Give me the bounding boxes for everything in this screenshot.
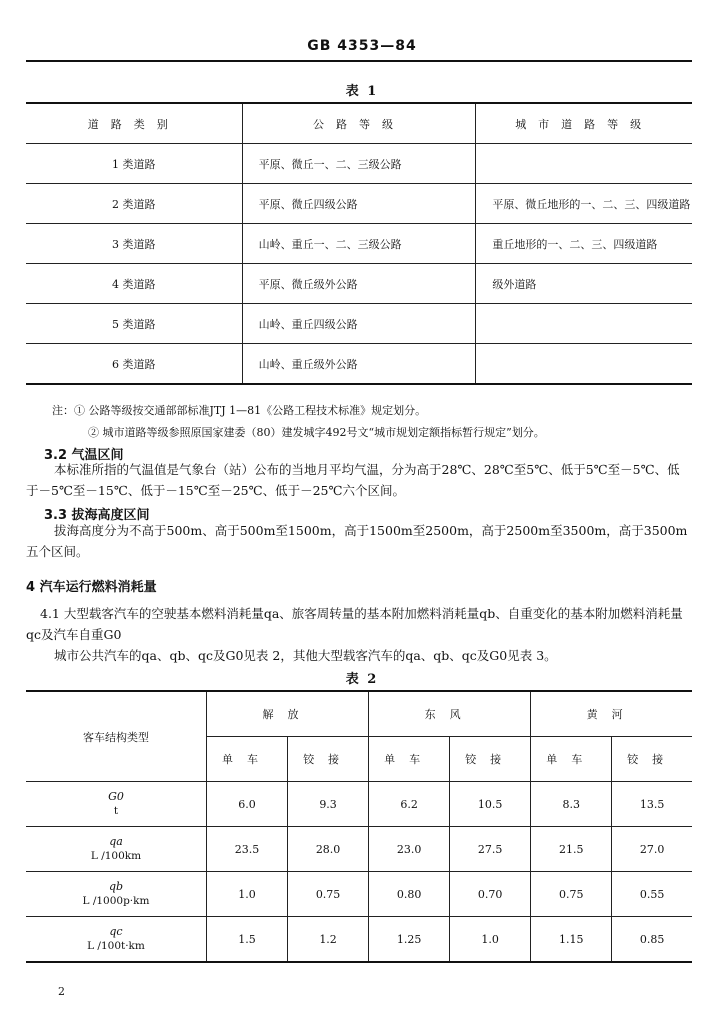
- table1-note-2: ② 城市道路等级参照原国家建委（80）建发城字492号文“城市规划定额指标暂行规定”划分。: [88, 426, 545, 439]
- corner-header: 客车结构类型: [26, 691, 207, 782]
- table-row: [26, 304, 692, 344]
- table-cell: [476, 344, 692, 385]
- row-symbol: G0: [108, 790, 124, 803]
- subheader: 铰接: [612, 737, 692, 782]
- subheader: 单车: [207, 737, 288, 782]
- table-cell: 23.0: [369, 827, 450, 872]
- table-cell: 13.5: [612, 782, 692, 827]
- table-cell: 3 类道路: [26, 224, 242, 264]
- table-cell: 1.25: [369, 917, 450, 963]
- table-cell: 1.15: [531, 917, 612, 963]
- table-row: [26, 782, 692, 827]
- column-header: 道路类别: [26, 104, 242, 144]
- table-cell: 0.75: [531, 872, 612, 917]
- table-cell: [476, 144, 692, 184]
- road-category-table: [26, 104, 692, 385]
- table-row: [26, 224, 692, 264]
- section-4-1-text-2: 城市公共汽车的qa、qb、qc及G0见表 2，其他大型载客汽车的qa、qb、qc及G0见表 3。: [54, 648, 557, 663]
- table-cell: 0.70: [450, 872, 531, 917]
- subheader: 铰接: [288, 737, 369, 782]
- table-cell: 9.3: [288, 782, 369, 827]
- table-row: [26, 872, 692, 917]
- row-unit: t: [113, 805, 119, 817]
- table-cell: 山岭、重丘级外公路: [242, 344, 476, 385]
- subheader: 铰接: [450, 737, 531, 782]
- table-cell: [476, 304, 692, 344]
- row-label: [26, 872, 207, 917]
- row-unit: L /100t·km: [87, 940, 145, 952]
- row-unit: L /100km: [90, 850, 142, 862]
- brand-header: 解放: [207, 691, 369, 737]
- table-cell: 0.75: [288, 872, 369, 917]
- table-cell: 23.5: [207, 827, 288, 872]
- table-row: [26, 144, 692, 184]
- table-cell: 重丘地形的一、二、三、四级道路: [476, 224, 692, 264]
- table-cell: 21.5: [531, 827, 612, 872]
- table-cell: 山岭、重丘一、二、三级公路: [242, 224, 476, 264]
- table-header-row: [26, 104, 692, 144]
- row-symbol: qc: [109, 925, 123, 938]
- table1-caption: 表 1: [345, 84, 379, 99]
- table-cell: 0.55: [612, 872, 692, 917]
- table-cell: 0.85: [612, 917, 692, 963]
- row-label: [26, 782, 207, 827]
- table-cell: 1.0: [450, 917, 531, 963]
- table-cell: 1.5: [207, 917, 288, 963]
- table-cell: 山岭、重丘四级公路: [242, 304, 476, 344]
- row-label: [26, 827, 207, 872]
- section-3-2-heading: 3.2 气温区间: [44, 448, 124, 463]
- section-3-3-text: 拔海高度分为不高于500m、高于500m至1500m，高于1500m至2500m，高于2500m至3500m，高于3500m五个区间。: [26, 523, 688, 559]
- table-header-row: [26, 691, 692, 737]
- brand-header: 东风: [369, 691, 531, 737]
- standard-code: GB 4353—84: [307, 38, 417, 54]
- brand-header: 黄河: [531, 691, 692, 737]
- section-4-1-text: 4.1 大型载客汽车的空驶基本燃料消耗量qa、旅客周转量的基本附加燃料消耗量qb、自重变化的基本附加燃料消耗量qc及汽车自重G0: [26, 606, 683, 642]
- table-cell: 2 类道路: [26, 184, 242, 224]
- table1-note-1: 注：① 公路等级按交通部部标准JTJ 1—81《公路工程技术标准》规定划分。: [52, 404, 427, 417]
- fuel-consumption-table: [26, 690, 692, 963]
- page-number: 2: [58, 985, 65, 998]
- table-cell: 平原、微丘四级公路: [242, 184, 476, 224]
- section-3-2-text: 本标准所指的气温值是气象台（站）公布的当地月平均气温，分为高于28℃、28℃至5℃、低于5℃至－5℃、低于－5℃至－15℃、低于－15℃至－25℃、低于－25℃六个区间。: [26, 462, 680, 498]
- subheader: 单车: [531, 737, 612, 782]
- table-cell: 27.5: [450, 827, 531, 872]
- table-cell: 平原、微丘一、二、三级公路: [242, 144, 476, 184]
- table-row: [26, 344, 692, 385]
- table-cell: 10.5: [450, 782, 531, 827]
- table-cell: 27.0: [612, 827, 692, 872]
- table-row: [26, 827, 692, 872]
- table-cell: 6.0: [207, 782, 288, 827]
- subheader: 单车: [369, 737, 450, 782]
- table-row: [26, 264, 692, 304]
- table-cell: 28.0: [288, 827, 369, 872]
- table-cell: 平原、微丘级外公路: [242, 264, 476, 304]
- table-cell: 级外道路: [476, 264, 692, 304]
- table-cell: 平原、微丘地形的一、二、三、四级道路: [476, 184, 692, 224]
- section-3-3-heading: 3.3 拔海高度区间: [44, 508, 150, 523]
- column-header: 公路等级: [242, 104, 476, 144]
- table-cell: 8.3: [531, 782, 612, 827]
- table-row: [26, 917, 692, 963]
- header-rule: [26, 60, 692, 62]
- table-cell: 6.2: [369, 782, 450, 827]
- table2-caption: 表 2: [345, 672, 379, 687]
- row-symbol: qa: [109, 835, 123, 848]
- column-header: 城市道路等级: [476, 104, 692, 144]
- row-label: [26, 917, 207, 963]
- table-row: [26, 184, 692, 224]
- table-cell: 0.80: [369, 872, 450, 917]
- table-cell: 5 类道路: [26, 304, 242, 344]
- table-cell: 1 类道路: [26, 144, 242, 184]
- row-unit: L /1000p·km: [82, 895, 150, 907]
- table-cell: 1.0: [207, 872, 288, 917]
- row-symbol: qb: [108, 880, 124, 893]
- table-cell: 4 类道路: [26, 264, 242, 304]
- table-cell: 6 类道路: [26, 344, 242, 385]
- section-4-heading: 4 汽车运行燃料消耗量: [26, 580, 157, 595]
- table-cell: 1.2: [288, 917, 369, 963]
